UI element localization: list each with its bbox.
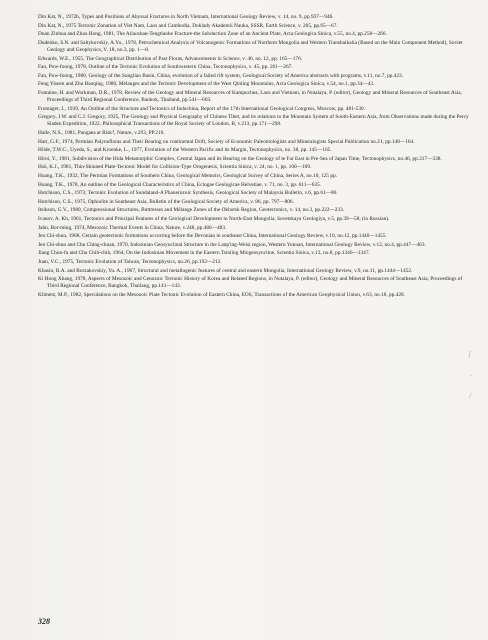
reference-entry: Khasin, R.A. and Borzakovskiy, Yu. A., 1967, Structural and metallogenic features of central and eastern Mongolia, International Geology Review, v.9, no.11, pp.1444—1452.	[38, 267, 413, 274]
reference-entry: Haile, N.S., 1981, Pangaea at Risk?, Nature, v.293, PP.210.	[38, 130, 165, 136]
reference-entry: Gregory, J.W. and C.J. Gregory, 1925, The Geology and Physical Geography of Chinese Tibet, and its relations to the Mountain System of South-Eastern Asia, from Observations made during the Percy Sladen Expedition, 1922, Philosophical Transactions of the Royal Society of London, B, v.213, pp.171—298.	[38, 114, 469, 128]
reference-entry: Jen Chi-shun, 1968, Certain geotectonic formations occurring before the Devonian in southeast China, International Geology Review, v.10, no.12, pp.1440—1455.	[38, 233, 387, 240]
reference-entry: Fan, Pow-foong, 1978, Outline of the Tectonic Evolution of Southwestern China, Tectonophysics, v. 45, pp. 261—267.	[38, 64, 293, 71]
reference-entry: Feng Yiseen and Zhu Baoqing, 1980, Mélanges and the Tectonic Development of the West Qinling Mountains, Acta Geologica Sinica, v.54, no.1, pp.34—43.	[38, 81, 375, 88]
reference-entry: Fan, Pow-foong, 1980, Geology of the Sungliao Basin, China, evolution of a failed rift system, Geological Society of America abstracts with programs, v.11, no.7, pp.423.	[38, 72, 404, 79]
reference-list	[38, 14, 474, 300]
reference-entry: Hilde, T.W.C., Uyeda, S., and Kroenke, L., 1977, Evolution of the Western Pacific and its Margin, Tectonophysics, no. 38, pp. 145—165.	[38, 147, 332, 154]
reference-entry: Hutchison, C.S., 1973, Tectonic Evolution of Sundaland-A Phanerozoic Synthesis, Geological Society of Malaysia Bulletin, v.6, pp.61—86.	[38, 190, 338, 197]
reference-entry: Hsü, K.J., 1981, Thin-Skinned Plate-Tectonic Model for Collision-Type Orogenesis, Scientia Sinica, v. 24, no. 1, pp. 100—109.	[38, 164, 312, 171]
reference-entry: Hiroi, Y., 1981, Subdivision of the Hida Metamorphic Complex, Central Japan and its Bearing on the Geology of te Far East in Pre-Sea of Japan Time, Tectonophysics, no.46, pp.317—338.	[38, 155, 442, 162]
reference-entry: Hutchison, C.S., 1975, Ophiolite in Southeast Asia, Bulletin of the Geological Society of America, v. 86, pp. 797—806.	[38, 198, 294, 205]
reference-entry: Klimetz, M.P., 1982, Speculations on the Mesozoic Plate Tectonic Evolution of Eastern China, EOS, Transactions of the American Geophysical Union, v.63, no.18, pp.428.	[38, 291, 406, 298]
reference-entry: Itsikson, G.V., 1980, Compressional Structures, Buttresses and Mélange Zones of the Okhotsk Region, Geotectonics, v. 14, no.3, pp.222—233.	[38, 207, 345, 214]
reference-entry: Jahn, Bor-ming, 1974, Mesozoic Thermal Events in China, Nature, v.248, pp.480—483.	[38, 224, 227, 231]
reference-entry: Huang, T.K., 1932, The Permian Formations of Southern China, Geological Memoirs, Geological Survey of China, Series A, no.10, 125 pp.	[38, 172, 338, 179]
reference-entry: Hart, G.F., 1974, Permian Palynofloras and Their Bearing on continental Drift, Society of Economic Paleontologists and Mineralogists Special Publication no.21, pp.148—164.	[38, 138, 415, 145]
reference-entry: Fontaine, H. and Workman, D.R., 1978, Review of the Geology and Mineral Resources of Kampuchea, Laos and Vietnam, in Nutalaya, P. (editor), Geology and Mineral Resources of Southeast Asia, Proceedings of Third Regional Conference, Bankok, Thailand, pp.541—603.	[38, 89, 462, 104]
reference-entry: Duan Zinhua and Zhao Hong, 1981, The Ailaoshan-Tengtiaohe Fracture-the Subduction Zone of an Ancient Plate, Acta Geologica Sinica, v.55, no.4, pp.258—266.	[38, 31, 387, 38]
reference-entry: Ivanov, A. Kh, 1961, Tectonics and Principal Features of the Geological Development in North-East Mongolia, Sovetskaya Geologiya, v.5, pp.39—58, (in Russian).	[38, 215, 390, 222]
reference-entry: Ki Hong Xhang, 1978, Aspects of Mesozoic and Cenozoic Tectonic History of Korea and Related Regions, in Nutalaya, P. (editor), Geology and Mineral Resources of Southeast Asia, Proceedings of Third Regional Conference, Bangkok, Thailang, pp.141—143.	[38, 276, 463, 290]
reference-entry: Edwards, W.E., 1955, The Geographical Distribution of Past Floras, Advancements in Science, v. 46, no. 12, pp. 165—176.	[38, 55, 303, 62]
margin-mark: ∫	[468, 350, 472, 358]
reference-entry: Huang, T.K., 1978, An outline of the Geological Characteristics of China, Eclogae Geologicae Helvetiae, v. 71, no. 3, pp. 611—635.	[38, 181, 322, 188]
reference-entry: Juan, V.C., 1975, Tectonic Evolution of Taiwan, Tectonophysics, no.26, pp.192—212.	[38, 258, 222, 265]
reference-entry: Jiang Chun-fa and Chu Chih-chih, 1964, On the Indosinian Movement in the Eastern Tsinling Miogeosyncline, Scientia Sinica, v.13, no.8, pp.1346—1347.	[38, 250, 370, 257]
reference-entry: Fromaget, J., 1939, An Outline of the Structure and Tectonics of Indochina, Report of the 17th International Geological Congress, Moscow, pp. 481-530.	[38, 105, 365, 112]
reference-entry: Dudenko, S.N. and Saltykovskiy, A.Yu., 1978, Petrochemical Analysis of Volcanogenic Formations of Northern Mongolia and Western Transbaikalia (Based on the Main Component Method), Soviet Geology and Geophysics, V. 18, no.3, pp. 1—8.	[38, 39, 463, 53]
margin-mark: ∕	[469, 392, 472, 400]
margin-mark: ·	[470, 372, 473, 380]
reference-entry: Din Kat, N., 1975 Tectonic Zonation of Viet Nam, Laos and Cambodia, Doklady Akademii Nauka, SSSR, Earth Science, v. 205, pp.65—67.	[38, 22, 338, 29]
reference-entry: Din Kat, N., 1972b, Types and Positions of Abyssal Fractures in North Vietnam, International Geology Review, v. 14, no. 9, pp.937—946.	[38, 14, 334, 20]
reference-entry: Jen Chi-shun and Chu Ching-chuan, 1970, Indosinian Geosynclinal Structure in the Lanp'ing-Weisi region, Western Yunnan, International Geology Review, v.12, no.4, pp.447—463.	[38, 241, 426, 248]
page-number: 328	[38, 617, 50, 626]
